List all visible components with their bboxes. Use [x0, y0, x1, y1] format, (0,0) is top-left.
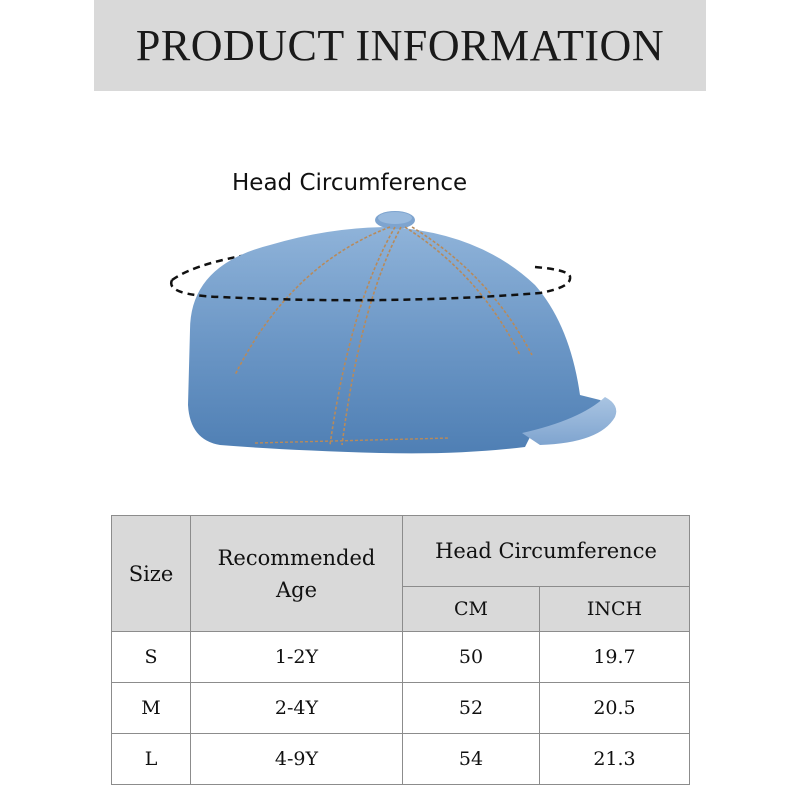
head-circumference-label: Head Circumference — [232, 170, 468, 196]
inch-header: INCH — [540, 587, 690, 632]
circumference-header: Head Circumference — [403, 516, 690, 587]
page-title: PRODUCT INFORMATION — [135, 21, 665, 70]
age-cell: 1-2Y — [191, 632, 403, 683]
inch-cell: 21.3 — [540, 734, 690, 785]
cm-header: CM — [403, 587, 540, 632]
cm-cell: 52 — [403, 683, 540, 734]
age-header — [191, 516, 403, 632]
age-header-line1: Recommended — [217, 545, 376, 570]
size-cell: M — [112, 683, 191, 734]
size-cell: S — [112, 632, 191, 683]
inch-cell: 19.7 — [540, 632, 690, 683]
table-row — [112, 632, 690, 683]
cm-cell: 54 — [403, 734, 540, 785]
age-cell: 2-4Y — [191, 683, 403, 734]
size-header: Size — [112, 516, 191, 632]
denim-cap-icon — [160, 205, 630, 460]
age-cell: 4-9Y — [191, 734, 403, 785]
age-header-line2: Age — [275, 577, 318, 602]
size-cell: L — [112, 734, 191, 785]
inch-cell: 20.5 — [540, 683, 690, 734]
title-banner — [94, 0, 706, 91]
cm-cell: 50 — [403, 632, 540, 683]
size-chart-table — [111, 515, 690, 785]
table-row — [112, 734, 690, 785]
table-row — [112, 683, 690, 734]
